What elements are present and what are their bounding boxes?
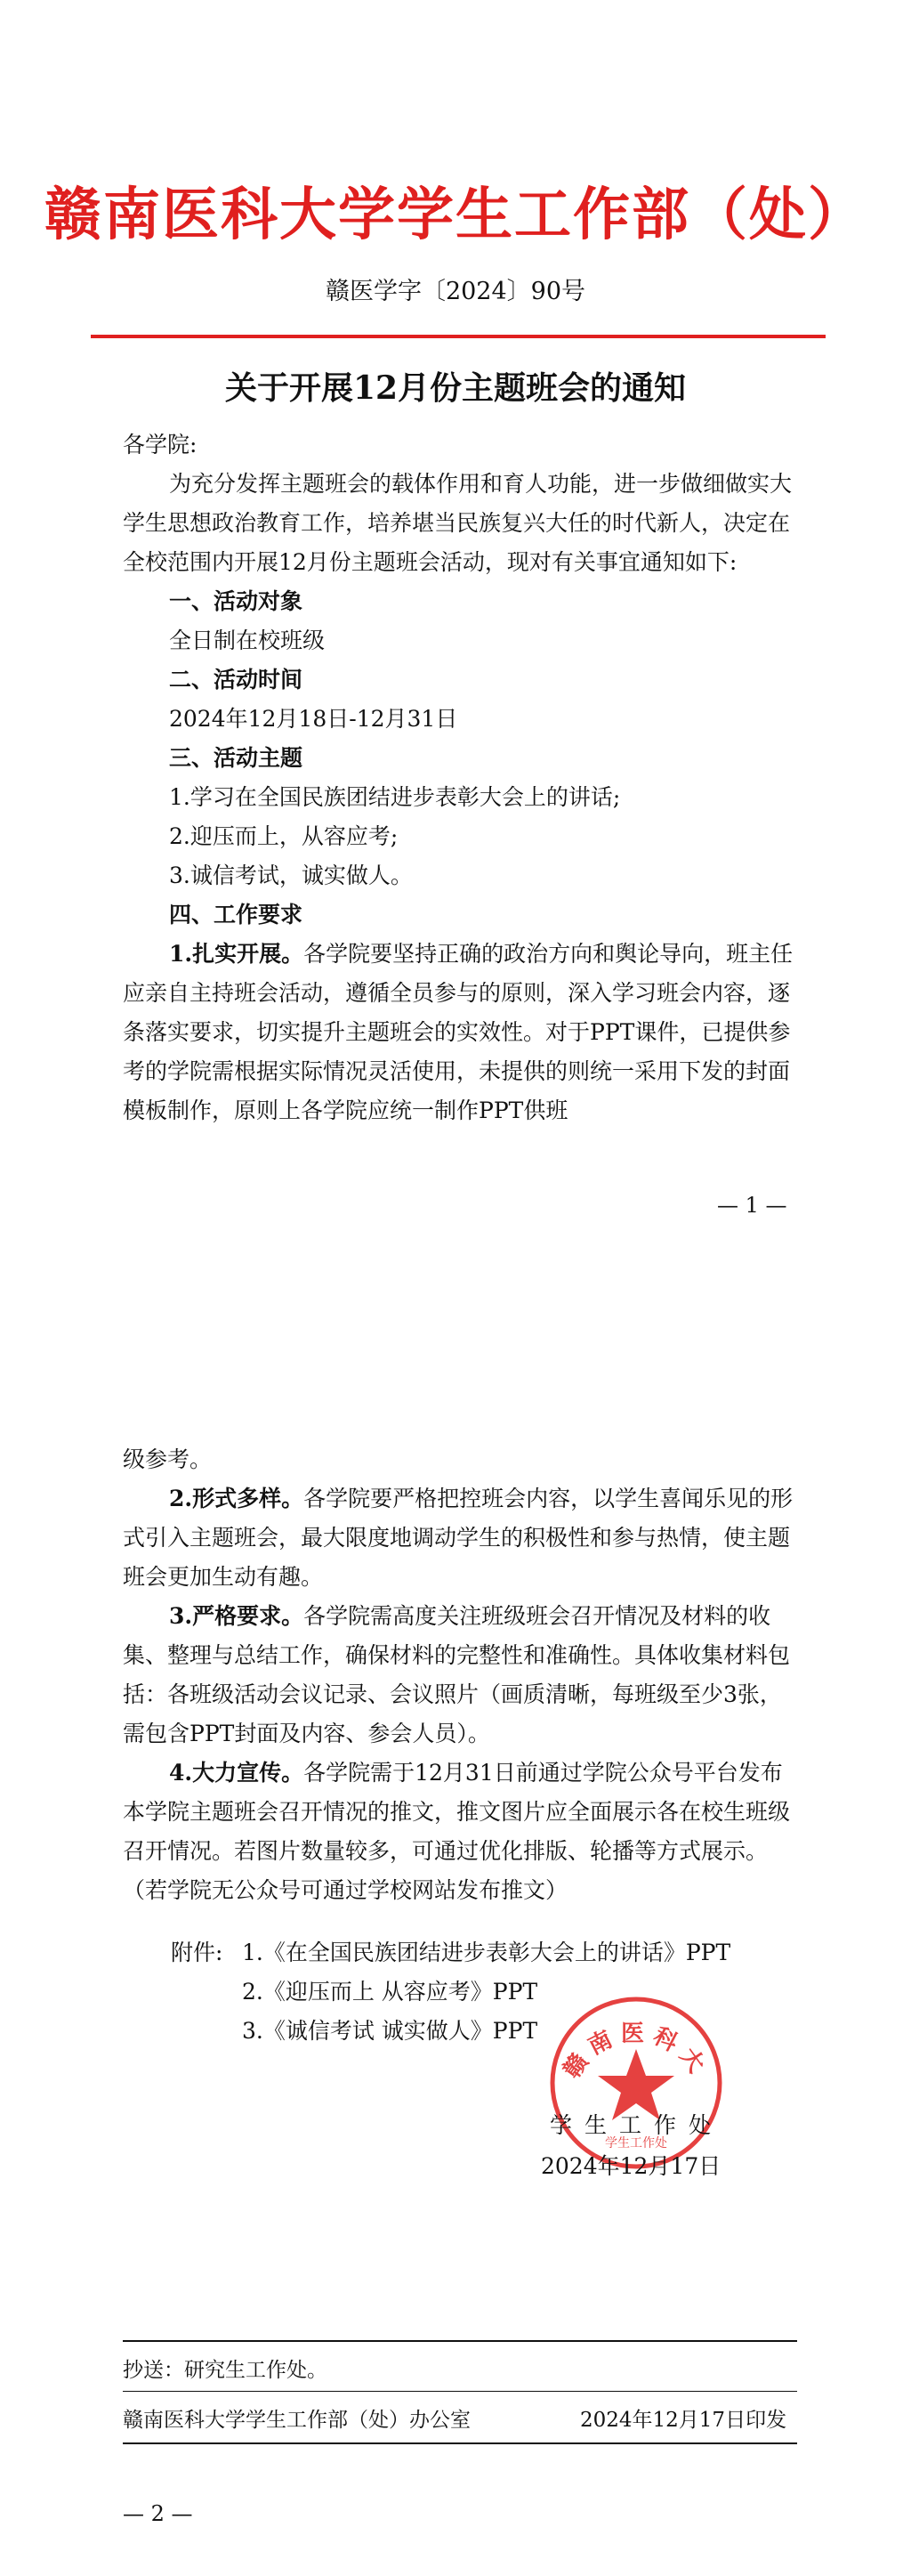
section2-text: 2024年12月18日-12月31日: [169, 706, 458, 732]
requirement-1: [123, 935, 797, 1130]
page1-body: [123, 425, 797, 1130]
requirement-4: [123, 1754, 797, 1910]
signature-organization: 学生工作处: [550, 2112, 724, 2138]
red-divider: [91, 335, 826, 338]
attachment-item: 1.《在全国民族团结进步表彰大会上的讲话》PPT: [242, 1940, 731, 1965]
official-seal-icon: [547, 1994, 725, 2172]
requirement-1-text: 各学院要坚持正确的政治方向和舆论导向，班主任应亲自主持班会活动，遵循全员参与的原则，深入学习班会内容，逐条落实要求，切实提升主题班会的实效性。对于PPT课件，已提供参考的学院需根据实际情况灵活使用，未提供的则统一采用下发的封面模板制作，原则上各学院应统一制作PPT供班: [123, 941, 794, 1123]
page2-body: [123, 1440, 797, 1910]
requirement-2: [123, 1479, 797, 1597]
requirement-1-continued: 级参考。: [123, 1446, 213, 1472]
requirement-4-lead: 4.大力宣传。: [169, 1760, 304, 1786]
topic-item: 2.迎压而上，从容应考;: [169, 823, 399, 849]
section1-text: 全日制在校班级: [169, 628, 326, 653]
cc-line: 抄送：研究生工作处。: [123, 2359, 327, 2382]
requirement-3: [123, 1597, 797, 1754]
requirement-4-text: 各学院需于12月31日前通过学院公众号平台发布本学院主题班会召开情况的推文，推文图片应全面展示各在校生班级召开情况。若图片数量较多，可通过优化排版、轮播等方式展示。（若学院无公众号可通过学校网站发布推文）: [123, 1760, 791, 1903]
seal-bottom-text: 学生工作处: [605, 2136, 667, 2151]
topic-item: 1.学习在全国民族团结进步表彰大会上的讲话;: [169, 784, 621, 810]
section2-heading: 二、活动时间: [169, 667, 303, 693]
requirement-2-text: 各学院要严格把控班会内容，以学生喜闻乐见的形式引入主题班会，最大限度地调动学生的积极性和参与热情，使主题班会更加生动有趣。: [123, 1486, 794, 1590]
footer-top-rule: [123, 2340, 797, 2342]
topic-item: 3.诚信考试，诚实做人。: [169, 863, 413, 888]
signature-date: 2024年12月17日: [541, 2153, 722, 2179]
attachment-item: 3.《诚信考试 诚实做人》PPT: [242, 2018, 538, 2044]
footer-bottom-rule: [123, 2442, 797, 2444]
issue-date: 2024年12月17日印发: [580, 2409, 787, 2432]
section3-heading: 三、活动主题: [169, 745, 303, 771]
salutation: 各学院:: [123, 432, 198, 458]
attachment-item: 2.《迎压而上 从容应考》PPT: [242, 1979, 538, 2005]
requirement-2-lead: 2.形式多样。: [169, 1486, 304, 1511]
page-number-1: — 1 —: [717, 1193, 787, 1218]
intro-paragraph: 为充分发挥主题班会的载体作用和育人功能，进一步做细做实大学生思想政治教育工作，培养堪当民族复兴大任的时代新人，决定在全校范围内开展12月份主题班会活动，现对有关事宜通知如下:: [123, 471, 793, 575]
section1-heading: 一、活动对象: [169, 588, 303, 614]
requirement-1-lead: 1.扎实开展。: [169, 941, 304, 967]
page-number-2: — 2 —: [123, 2501, 193, 2526]
attachments-label: 附件:: [171, 1940, 223, 1965]
document-title: 关于开展12月份主题班会的通知: [224, 369, 687, 407]
requirement-3-text: 各学院需高度关注班级班会召开情况及材料的收集、整理与总结工作，确保材料的完整性和准确性。具体收集材料包括：各班级活动会议记录、会议照片（画质清晰，每班级至少3张，需包含PPT封面及内容、参会人员）。: [123, 1603, 791, 1746]
document-header-title: 赣南医科大学学生工作部（处）: [44, 182, 867, 248]
requirement-3-lead: 3.严格要求。: [169, 1603, 304, 1629]
seal-arc-text: 赣南医科大: [558, 2020, 714, 2084]
document-number: 赣医学字〔2024〕90号: [325, 278, 586, 305]
section4-heading: 四、工作要求: [169, 902, 303, 928]
footer-middle-rule: [123, 2391, 797, 2392]
issuer-office: 赣南医科大学学生工作部（处）办公室: [123, 2409, 471, 2432]
